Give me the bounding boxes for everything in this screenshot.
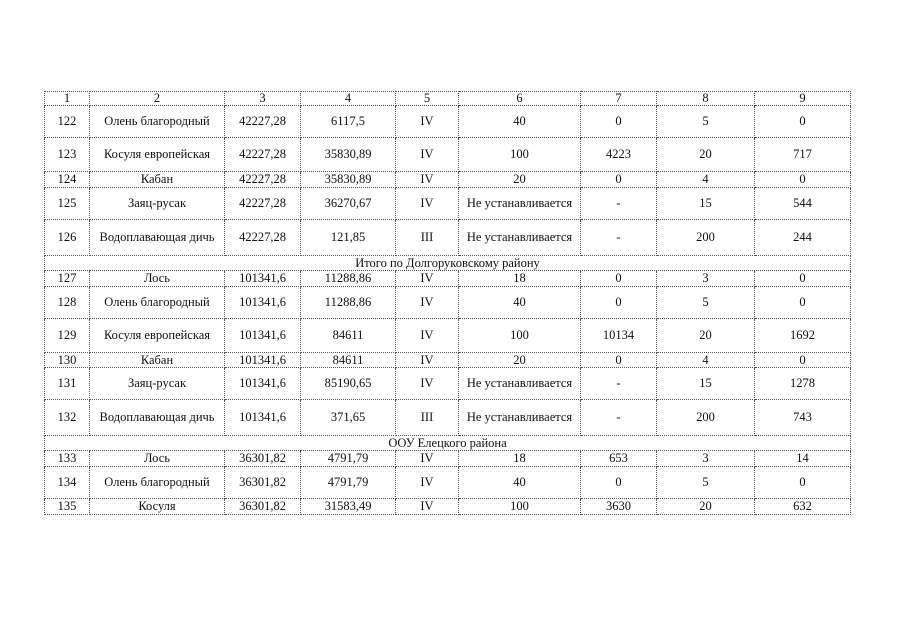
table-cell: 101341,6	[225, 287, 301, 319]
table-cell: 0	[581, 467, 657, 499]
table-cell: Заяц-русак	[90, 188, 225, 220]
table-row	[45, 368, 851, 400]
table-cell: IV	[396, 138, 459, 172]
header-cell: 7	[581, 92, 657, 106]
header-cell: 3	[225, 92, 301, 106]
table-cell: -	[581, 220, 657, 256]
table-cell: 42227,28	[225, 138, 301, 172]
table-cell: 126	[45, 220, 90, 256]
table-cell: 0	[755, 271, 851, 287]
table-cell: -	[581, 400, 657, 436]
table-cell: 42227,28	[225, 106, 301, 138]
table-cell: Косуля европейская	[90, 138, 225, 172]
table-cell: 40	[459, 287, 581, 319]
table-cell: Заяц-русак	[90, 368, 225, 400]
table-cell: 125	[45, 188, 90, 220]
table-row	[45, 271, 851, 287]
table-cell: 4791,79	[301, 451, 396, 467]
table-cell: IV	[396, 499, 459, 515]
table-cell: 121,85	[301, 220, 396, 256]
table-row	[45, 172, 851, 188]
table-cell: Кабан	[90, 172, 225, 188]
table-cell: 0	[755, 287, 851, 319]
table-row	[45, 287, 851, 319]
table-cell: -	[581, 188, 657, 220]
table-cell: 0	[755, 467, 851, 499]
table-cell: 3	[657, 451, 755, 467]
table-cell: 18	[459, 271, 581, 287]
table-cell: 100	[459, 138, 581, 172]
table-cell: 124	[45, 172, 90, 188]
table-row	[45, 188, 851, 220]
table-cell: 131	[45, 368, 90, 400]
table-cell: 4223	[581, 138, 657, 172]
table-cell: 122	[45, 106, 90, 138]
table-cell: 0	[755, 106, 851, 138]
table-cell: 0	[581, 353, 657, 368]
table-cell: IV	[396, 172, 459, 188]
table-cell: Кабан	[90, 353, 225, 368]
table-cell: 3	[657, 271, 755, 287]
table-cell: 4	[657, 172, 755, 188]
table-cell: 40	[459, 467, 581, 499]
table-cell: IV	[396, 188, 459, 220]
table-cell: IV	[396, 106, 459, 138]
table-cell: 20	[657, 319, 755, 353]
table-cell: IV	[396, 287, 459, 319]
table-cell: 31583,49	[301, 499, 396, 515]
table-cell: 123	[45, 138, 90, 172]
table-cell: 42227,28	[225, 188, 301, 220]
table-cell: 14	[755, 451, 851, 467]
table-cell: 371,65	[301, 400, 396, 436]
table-cell: 36301,82	[225, 467, 301, 499]
table-cell: 36301,82	[225, 499, 301, 515]
table-cell: Не устанавливается	[459, 368, 581, 400]
table-cell: 100	[459, 319, 581, 353]
table-cell: 129	[45, 319, 90, 353]
table-cell: IV	[396, 467, 459, 499]
header-cell: 5	[396, 92, 459, 106]
header-cell: 1	[45, 92, 90, 106]
table-cell: 4791,79	[301, 467, 396, 499]
table-cell: Косуля европейская	[90, 319, 225, 353]
table-cell: 1692	[755, 319, 851, 353]
table-cell: 0	[581, 106, 657, 138]
header-cell: 4	[301, 92, 396, 106]
table-row	[45, 319, 851, 353]
header-row	[45, 92, 851, 106]
table-cell: 653	[581, 451, 657, 467]
table-cell: 84611	[301, 353, 396, 368]
table-cell: 632	[755, 499, 851, 515]
table-cell: 135	[45, 499, 90, 515]
table-cell: IV	[396, 319, 459, 353]
table-cell: 35830,89	[301, 172, 396, 188]
table-cell: Водоплавающая дичь	[90, 400, 225, 436]
table-row	[45, 138, 851, 172]
table-cell: 0	[581, 287, 657, 319]
table-cell: Водоплавающая дичь	[90, 220, 225, 256]
table-cell: 0	[581, 271, 657, 287]
table-cell: 15	[657, 188, 755, 220]
header-cell: 6	[459, 92, 581, 106]
table-cell: 0	[755, 172, 851, 188]
table-cell: 101341,6	[225, 368, 301, 400]
table-cell: 36270,67	[301, 188, 396, 220]
table-cell: Не устанавливается	[459, 400, 581, 436]
table-row	[45, 353, 851, 368]
table-cell: III	[396, 220, 459, 256]
table-cell: 11288,86	[301, 271, 396, 287]
table-cell: 4	[657, 353, 755, 368]
table-cell: 717	[755, 138, 851, 172]
table-cell: 85190,65	[301, 368, 396, 400]
table-cell: 128	[45, 287, 90, 319]
table-cell: 36301,82	[225, 451, 301, 467]
table-cell: 127	[45, 271, 90, 287]
table-cell: 42227,28	[225, 220, 301, 256]
table-cell: IV	[396, 353, 459, 368]
table-cell: Лось	[90, 451, 225, 467]
table-cell: -	[581, 368, 657, 400]
table-cell: 11288,86	[301, 287, 396, 319]
table-cell: Олень благородный	[90, 106, 225, 138]
table-cell: 18	[459, 451, 581, 467]
table-cell: 0	[581, 172, 657, 188]
section-title: Итого по Долгоруковскому району	[45, 256, 851, 271]
table-cell: 244	[755, 220, 851, 256]
table-body	[45, 92, 851, 515]
table-cell: 134	[45, 467, 90, 499]
table-cell: 743	[755, 400, 851, 436]
table-cell: 100	[459, 499, 581, 515]
table-row	[45, 106, 851, 138]
table-cell: Косуля	[90, 499, 225, 515]
section-title: ООУ Елецкого района	[45, 436, 851, 451]
table-cell: IV	[396, 368, 459, 400]
table-cell: 20	[657, 138, 755, 172]
header-cell: 9	[755, 92, 851, 106]
table-cell: 544	[755, 188, 851, 220]
table-cell: 20	[459, 353, 581, 368]
table-row	[45, 220, 851, 256]
table-row	[45, 499, 851, 515]
table-row	[45, 400, 851, 436]
table-cell: 3630	[581, 499, 657, 515]
table-cell: 84611	[301, 319, 396, 353]
table-cell: Олень благородный	[90, 467, 225, 499]
table-cell: 20	[459, 172, 581, 188]
hunting-quota-table	[44, 91, 851, 515]
table-cell: 0	[755, 353, 851, 368]
section-row	[45, 256, 851, 271]
table-cell: 200	[657, 400, 755, 436]
table-cell: Лось	[90, 271, 225, 287]
table-cell: Не устанавливается	[459, 220, 581, 256]
table-cell: 133	[45, 451, 90, 467]
table-cell: IV	[396, 451, 459, 467]
table-cell: 10134	[581, 319, 657, 353]
table-cell: 40	[459, 106, 581, 138]
table-cell: 101341,6	[225, 319, 301, 353]
table-cell: 1278	[755, 368, 851, 400]
table-cell: III	[396, 400, 459, 436]
table-row	[45, 451, 851, 467]
table-cell: 42227,28	[225, 172, 301, 188]
header-cell: 8	[657, 92, 755, 106]
table-cell: 200	[657, 220, 755, 256]
table-cell: 6117,5	[301, 106, 396, 138]
table-cell: 35830,89	[301, 138, 396, 172]
table-cell: Не устанавливается	[459, 188, 581, 220]
table-cell: 101341,6	[225, 400, 301, 436]
table-cell: 5	[657, 106, 755, 138]
table-cell: 5	[657, 467, 755, 499]
table-cell: 101341,6	[225, 271, 301, 287]
table-cell: 132	[45, 400, 90, 436]
table-cell: Олень благородный	[90, 287, 225, 319]
table-cell: 20	[657, 499, 755, 515]
table-cell: 15	[657, 368, 755, 400]
table-cell: 5	[657, 287, 755, 319]
table-cell: IV	[396, 271, 459, 287]
table-cell: 130	[45, 353, 90, 368]
header-cell: 2	[90, 92, 225, 106]
table-row	[45, 467, 851, 499]
section-row	[45, 436, 851, 451]
table-cell: 101341,6	[225, 353, 301, 368]
